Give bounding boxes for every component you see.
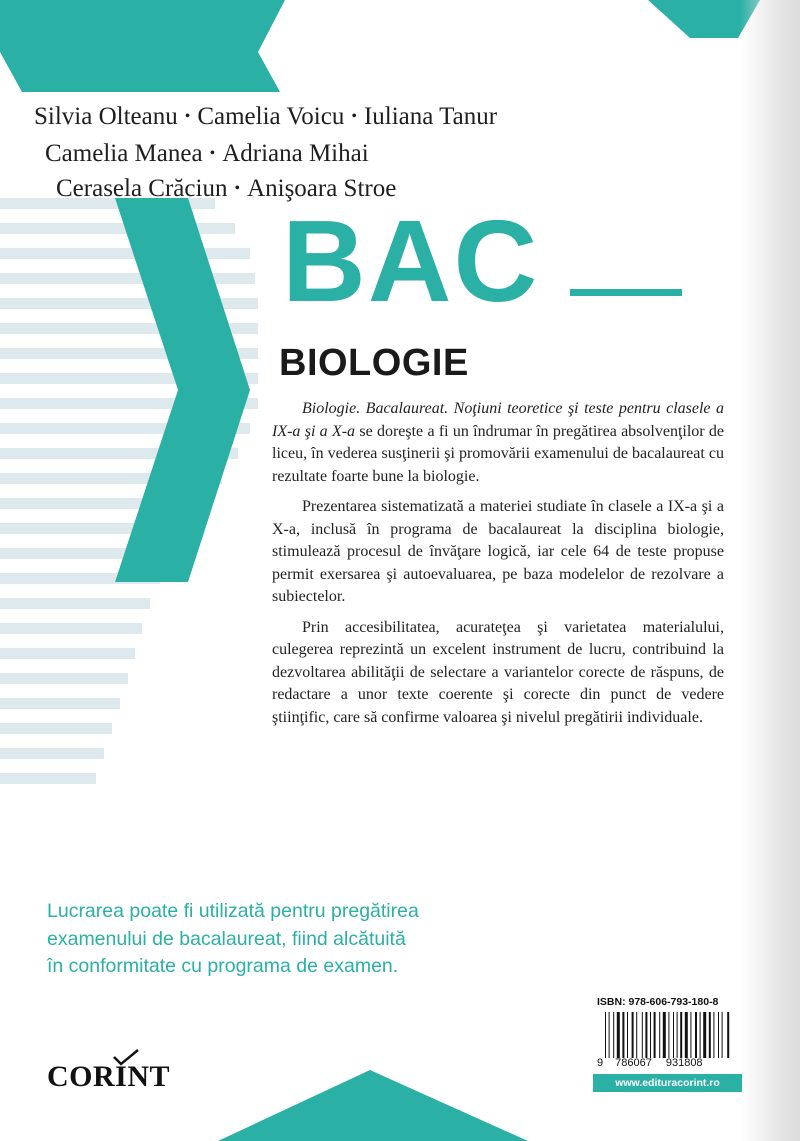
stripe: [0, 273, 255, 284]
authors-line-2: [45, 140, 369, 168]
book-full-title: Biologie. Bacalaureat. Noţiuni teoretice şi teste pentru clasele a IX-a şi a X-a: [272, 400, 724, 440]
barcode-bar: [645, 1012, 647, 1058]
publisher-website: www.edituracorint.ro: [593, 1074, 742, 1092]
stripe: [0, 773, 96, 784]
barcode-bar: [668, 1012, 669, 1058]
description-paragraph-3: Prin accesibilitatea, acurateţea şi varietatea materialului, culegerea reprezintă un excelent instrument de lucru, contribuind la dezvoltarea abilităţii de selectare a variantelor corecte de răspuns, de redactare a unor texte coerente şi corecte din punct de vedere ştiinţific, care să confirme valoarea şi nivelul pregătirii individuale.: [272, 618, 724, 726]
barcode-block: [593, 993, 742, 1096]
series-title: BAC: [282, 196, 540, 326]
barcode-bar: [703, 1012, 706, 1058]
barcode-bar: [650, 1012, 651, 1058]
barcode-bar: [695, 1012, 697, 1058]
title-underline: [570, 289, 682, 296]
author-name: Anişoara Stroe: [247, 175, 397, 202]
promo-line: în conformitate cu programa de examen.: [47, 955, 399, 977]
barcode: [605, 1012, 730, 1058]
stripe: [0, 673, 128, 684]
isbn-label: ISBN: 978-606-793-180-8: [597, 996, 719, 1008]
barcode-bar: [663, 1012, 666, 1058]
barcode-digits-left: 786067: [615, 1057, 652, 1069]
barcode-bar: [718, 1012, 719, 1058]
bottom-teal-shape: [218, 1070, 528, 1141]
subject-title: BIOLOGIE: [279, 342, 469, 384]
barcode-bar: [685, 1012, 688, 1058]
barcode-digits-right: 931808: [665, 1057, 703, 1069]
description: [272, 398, 724, 737]
background-stripes: [0, 198, 258, 784]
barcode-bar: [680, 1012, 682, 1058]
publisher-logo-text: CORINT: [47, 1060, 171, 1093]
top-teal-shape: [0, 0, 285, 92]
separator-dot: •: [351, 108, 357, 125]
barcode-bar: [642, 1012, 643, 1058]
barcode-bar: [659, 1012, 660, 1058]
barcode-bar: [709, 1012, 711, 1058]
barcode-bar: [622, 1012, 624, 1058]
stripe: [0, 598, 150, 609]
spine-shadow: [740, 0, 800, 1141]
author-name: Silvia Olteanu: [34, 103, 178, 130]
description-paragraph-2: Prezentarea sistematizată a materiei studiate în clasele a IX-a şi a X-a, inclusă în programa de bacalaureat la disciplina biologie, stimulează procesul de învăţare logică, iar cele 64 de teste propuse permit exersarea şi autoevaluarea, pe baza modelelor de rezolvare a subiectelor.: [272, 498, 724, 605]
barcode-bar: [609, 1012, 610, 1058]
barcode-bar: [690, 1012, 691, 1058]
separator-dot: •: [184, 108, 191, 125]
stripe: [0, 223, 235, 234]
barcode-bar: [613, 1012, 614, 1058]
authors-line-1: [34, 103, 497, 131]
author-name: Camelia Voicu: [197, 103, 345, 130]
author-name: Camelia Manea: [45, 140, 203, 167]
barcode-bar: [673, 1012, 674, 1058]
stripe: [0, 723, 112, 734]
barcode-bar: [636, 1012, 637, 1058]
separator-dot: •: [234, 180, 241, 197]
author-name: Iuliana Tanur: [363, 103, 498, 130]
barcode-bar: [722, 1012, 723, 1058]
stripe: [0, 698, 120, 709]
separator-dot: •: [209, 145, 216, 162]
promo-text: [47, 898, 487, 981]
stripe: [0, 648, 135, 659]
barcode-bar: [617, 1012, 620, 1058]
author-name: Adriana Mihai: [222, 140, 369, 167]
barcode-bar: [654, 1012, 656, 1058]
barcode-bar: [713, 1012, 714, 1058]
author-name: Cerasela Crăciun: [56, 175, 228, 202]
description-paragraph-1: [272, 398, 724, 488]
promo-line: Lucrarea poate fi utilizată pentru pregătirea: [47, 900, 419, 922]
promo-line: examenului de bacalaureat, fiind alcătuită: [47, 927, 406, 950]
barcode-bar: [700, 1012, 701, 1058]
stripe: [0, 623, 142, 634]
barcode-bar: [727, 1012, 729, 1058]
paragraph-text: se doreşte a fi un îndrumar în pregătirea absolvenţilor de liceu, în vederea susţinerii şi promovării examenului de bacalaureat cu rezultate foarte bune la biologie.: [272, 422, 725, 485]
stripe: [0, 748, 104, 759]
barcode-digits: [597, 1057, 738, 1069]
barcode-bar: [632, 1012, 634, 1058]
stripe: [0, 248, 250, 259]
barcode-digit-lead: 9: [597, 1057, 604, 1069]
publisher-logo: [47, 1048, 171, 1098]
barcode-bar: [627, 1012, 628, 1058]
barcode-bar: [677, 1012, 678, 1058]
barcode-bar: [605, 1012, 606, 1058]
